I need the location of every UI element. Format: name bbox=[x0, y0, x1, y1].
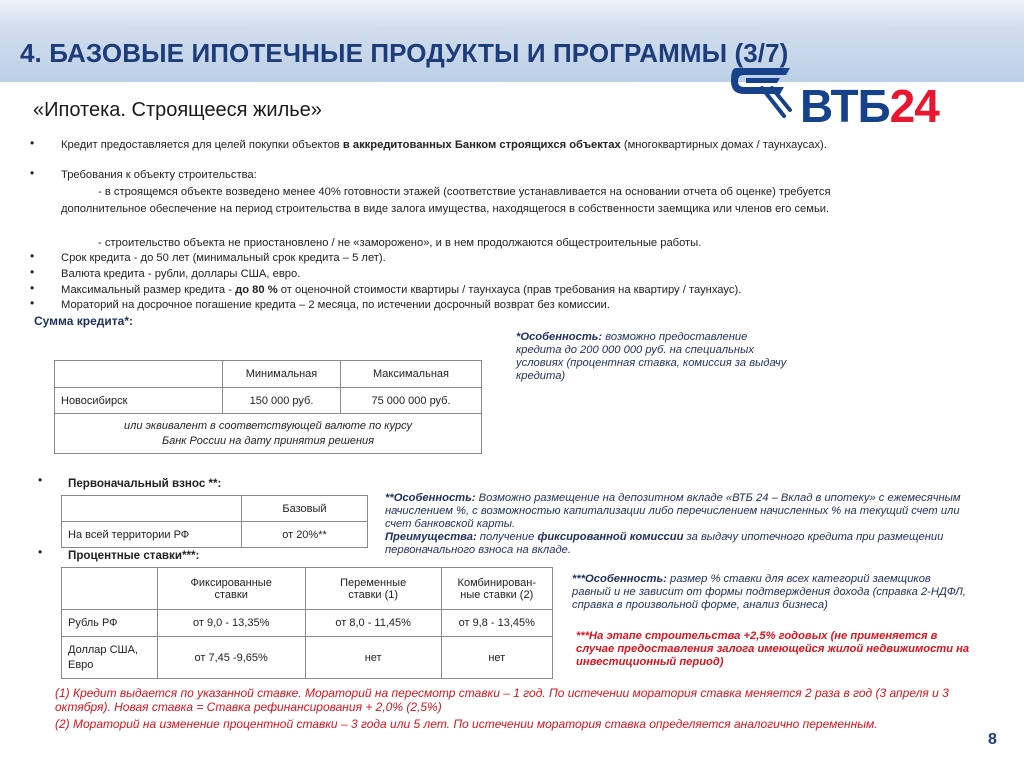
row-label-usd-eur: Доллар США, Евро bbox=[62, 637, 158, 679]
bullet-requirements: Требования к объекту строительства: bbox=[61, 169, 257, 181]
min-amount: 150 000 руб. bbox=[223, 388, 341, 414]
construction-rate-note: ***На этапе строительства +2,5% годовых (не применяется в случае предоставления залога имеющейся жилой недвижимости на инвестиционный период) bbox=[576, 630, 970, 668]
bullet-max-amount bbox=[61, 283, 741, 297]
currency-equivalent-note: или эквивалент в соответствующей валюте по курсу Банк России на дату принятия решения bbox=[55, 414, 482, 454]
rates-table bbox=[61, 567, 553, 679]
bullet-icon: • bbox=[30, 166, 35, 180]
city-label: Новосибирск bbox=[55, 388, 223, 414]
table-cell-empty bbox=[55, 361, 223, 388]
bullet-moratorium: Мораторий на досрочное погашение кредита – 2 месяца, по истечении досрочный возврат без комиссии. bbox=[61, 299, 610, 311]
logo-text-vtb: ВТБ bbox=[800, 80, 890, 132]
rate-variable-rub: от 8,0 - 11,45% bbox=[305, 610, 441, 637]
down-payment-heading: Первоначальный взнос **: bbox=[68, 477, 222, 490]
down-payment-table bbox=[61, 495, 368, 548]
bullet-icon: • bbox=[30, 265, 35, 279]
rates-feature-text: размер % ставки для всех категорий заемщиков равный и не зависит от формы подтверждения дохода (справка 2-НДФЛ, справка в произвольной форме, анализ бизнеса) bbox=[572, 573, 966, 611]
footnote-2: (2) Мораторий на изменение процентной ставки – 3 года или 5 лет. По истечении моратория ставка определяется аналогично переменным. bbox=[55, 717, 878, 731]
max-amount-bold: до 80 % bbox=[235, 284, 278, 296]
col-combined-header: Комбинирован-ные ставки (2) bbox=[441, 568, 552, 610]
loan-feature-label: *Особенность: bbox=[516, 331, 603, 343]
bullet-purpose-bold: в аккредитованных Банком строящихся объектах bbox=[342, 139, 621, 151]
loan-amount-table bbox=[54, 360, 482, 454]
loan-amount-feature bbox=[516, 331, 794, 383]
loan-feature-text: возможно предоставление кредита до 200 000 000 руб. на специальных условиях (процентная ставка, комиссия за выдачу кредита) bbox=[516, 331, 787, 382]
col-min-header: Минимальная bbox=[223, 361, 341, 388]
down-payment-feature bbox=[385, 492, 965, 557]
down-payment-feature-text: Возможно размещение на депозитном вкладе «ВТБ 24 – Вклад в ипотеку» с ежемесячным начислением %, с возможностью капитализации либо перечислением начисленных % на текущий счет или счет банковской карты. bbox=[385, 492, 961, 530]
down-payment-feature-label: **Особенность: bbox=[385, 492, 476, 504]
product-subtitle: «Ипотека. Строящееся жилье» bbox=[33, 99, 322, 121]
advantages-tail: за выдачу ипотечного кредита при размещении первоначального взноса на вкладе. bbox=[385, 531, 944, 556]
col-base-header: Базовый bbox=[242, 496, 368, 522]
advantages-bold: фиксированной комиссии bbox=[537, 531, 684, 543]
max-amount: 75 000 000 руб. bbox=[341, 388, 482, 414]
bullet-icon: • bbox=[30, 281, 35, 295]
max-amount-tail: от оценочной стоимости квартиры / таунхауса (прав требования на квартиру / таунхаус). bbox=[277, 284, 742, 296]
vtb24-logo bbox=[800, 80, 939, 132]
bullet-currency: Валюта кредита - рубли, доллары США, евро. bbox=[61, 268, 301, 280]
bullet-icon: • bbox=[30, 296, 35, 310]
requirement-1: - в строящемся объекте возведено менее 40% готовности этажей (соответствие устанавливается на основании отчета об оценке) требуется дополнительное обеспечение на период строительства в виде залога имущества, находящегося в собственности заемщика или членов его семьи. bbox=[61, 186, 831, 215]
slide-title: 4. БАЗОВЫЕ ИПОТЕЧНЫЕ ПРОДУКТЫ И ПРОГРАММЫ (3/7) bbox=[20, 38, 789, 68]
bullet-icon: • bbox=[38, 545, 43, 559]
bullet-term: Срок кредита - до 50 лет (минимальный срок кредита – 5 лет). bbox=[61, 252, 386, 264]
rates-heading: Процентные ставки***: bbox=[68, 549, 200, 562]
page-number: 8 bbox=[988, 731, 997, 748]
rates-feature bbox=[572, 573, 972, 612]
vtb-logo-icon bbox=[724, 64, 794, 120]
col-fixed-header: Фиксированные ставки bbox=[157, 568, 305, 610]
advantages-text: получение bbox=[476, 531, 538, 543]
logo-text-24: 24 bbox=[889, 80, 939, 132]
table-cell-empty bbox=[62, 496, 242, 522]
bullet-icon: • bbox=[38, 473, 43, 487]
rate-combined-usd-eur: нет bbox=[441, 637, 552, 679]
col-variable-header: Переменные ставки (1) bbox=[305, 568, 441, 610]
footnote-1: (1) Кредит выдается по указанной ставке. Мораторий на пересмотр ставки – 1 год. По истечении моратория ставка меняется 2 раза в год (3 апреля и 3 октября). Новая ставка = Ставка рефинансирования + 2,0% (2,5%) bbox=[55, 686, 949, 714]
bullet-icon: • bbox=[30, 136, 35, 150]
territory-label: На всей территории РФ bbox=[62, 522, 242, 548]
bullet-purpose-tail: (многоквартирных домах / таунхаусах). bbox=[620, 139, 827, 151]
rate-fixed-rub: от 9,0 - 13,35% bbox=[157, 610, 305, 637]
requirement-2: - строительство объекта не приостановлено / не «заморожено», и в нем продолжаются общестроительные работы. bbox=[98, 237, 702, 249]
rate-variable-usd-eur: нет bbox=[305, 637, 441, 679]
rate-fixed-usd-eur: от 7,45 -9,65% bbox=[157, 637, 305, 679]
col-max-header: Максимальная bbox=[341, 361, 482, 388]
rates-feature-label: ***Особенность: bbox=[572, 573, 667, 585]
loan-amount-heading: Сумма кредита*: bbox=[34, 314, 134, 328]
advantages-label: Преимущества: bbox=[385, 531, 477, 543]
bullet-purpose-text: Кредит предоставляется для целей покупки объектов bbox=[61, 139, 343, 151]
row-label-rub: Рубль РФ bbox=[62, 610, 158, 637]
bullet-purpose bbox=[61, 138, 871, 152]
down-payment-value: от 20%** bbox=[242, 522, 368, 548]
bullet-icon: • bbox=[30, 249, 35, 263]
table-cell-empty bbox=[62, 568, 158, 610]
rate-combined-rub: от 9,8 - 13,45% bbox=[441, 610, 552, 637]
max-amount-text: Максимальный размер кредита - bbox=[61, 284, 236, 296]
